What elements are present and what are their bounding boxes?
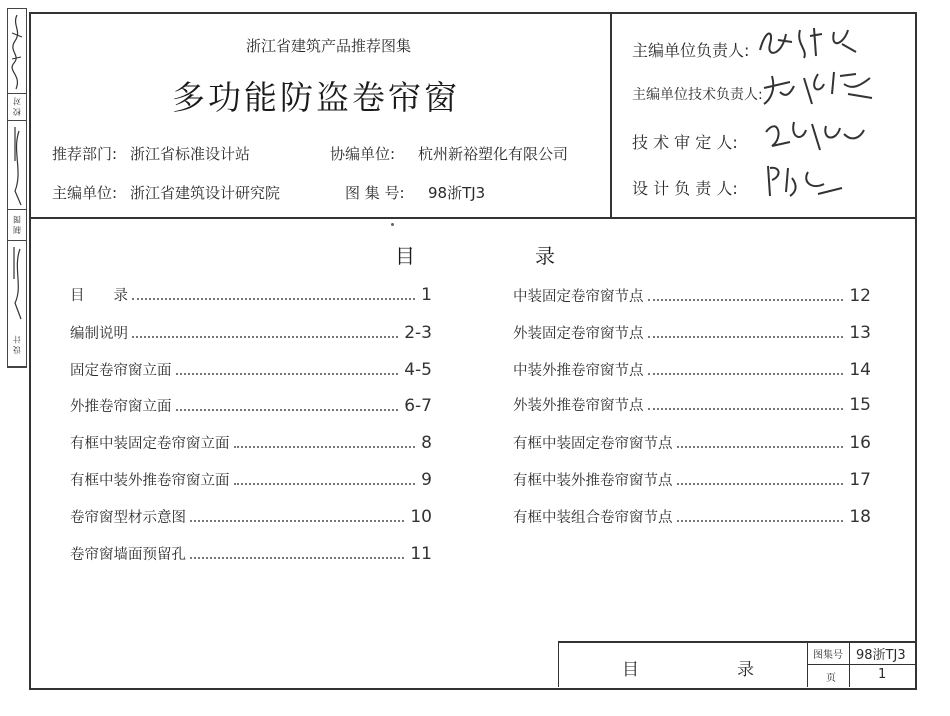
- toc-page: 14: [849, 360, 871, 380]
- toc-heading-right: 录: [535, 244, 555, 268]
- leader-dots: [176, 373, 399, 375]
- title-block-atlas-value: 98浙TJ3: [856, 648, 906, 663]
- toc-title: 固定卷帘窗立面: [70, 363, 172, 379]
- toc-row[interactable]: [513, 322, 871, 343]
- leader-dots: [234, 446, 416, 448]
- co-unit-value: 杭州新裕塑化有限公司: [418, 145, 569, 163]
- toc-row[interactable]: [513, 285, 871, 306]
- toc-page: 10: [410, 507, 432, 527]
- toc-row[interactable]: [70, 322, 432, 343]
- recommend-dept-value: 浙江省标准设计站: [130, 145, 251, 163]
- toc-row[interactable]: [70, 469, 432, 490]
- toc-page: 11: [410, 544, 432, 564]
- leader-dots: [648, 373, 844, 375]
- strip-label-drawing: 制 图: [8, 209, 26, 241]
- leader-dots: [677, 520, 844, 522]
- strip-signature-2: [9, 121, 25, 209]
- toc-page: 16: [849, 433, 871, 453]
- toc-page: 9: [421, 470, 432, 490]
- strip-signature-3: [9, 241, 25, 323]
- header-divider-horizontal: [29, 217, 915, 219]
- toc-page: 8: [421, 433, 432, 453]
- signature-label-review: 技 术 审 定 人:: [632, 133, 738, 152]
- chief-unit-value: 浙江省建筑设计研究院: [130, 184, 281, 202]
- title-block-row-line: [807, 664, 915, 665]
- toc-page: 4-5: [404, 360, 432, 380]
- page-title: 多功能防盗卷帘窗: [172, 78, 460, 117]
- co-unit-label: 协编单位:: [330, 145, 396, 163]
- toc-row[interactable]: [513, 469, 871, 490]
- strip-signature-1: [9, 11, 25, 93]
- toc-title: 有框中装外推卷帘窗立面: [70, 473, 230, 489]
- toc-page: 2-3: [404, 323, 432, 343]
- leader-dots: [677, 483, 844, 485]
- toc-row[interactable]: [70, 543, 432, 564]
- signature-chief-unit: [752, 20, 872, 64]
- atlas-no-value: 98浙TJ3: [428, 184, 486, 202]
- title-block-name-left: 目: [622, 660, 639, 680]
- toc-page: 17: [849, 470, 871, 490]
- chief-unit-label: 主编单位:: [52, 184, 118, 202]
- toc-row[interactable]: [513, 359, 871, 380]
- toc-heading-left: 目: [395, 244, 415, 268]
- toc-row[interactable]: [70, 395, 432, 416]
- header-divider-vertical: [610, 12, 612, 217]
- toc-row[interactable]: [513, 506, 871, 527]
- signature-design: [762, 158, 852, 202]
- toc-page: 15: [849, 395, 871, 415]
- signature-strip: [7, 8, 27, 368]
- toc-title: 有框中装组合卷帘窗节点: [513, 510, 673, 526]
- toc-page: 1: [421, 285, 432, 305]
- strip-label-check: 校 对: [8, 93, 26, 121]
- toc-page: 18: [849, 507, 871, 527]
- leader-dots: [648, 408, 844, 410]
- leader-dots: [648, 299, 844, 301]
- leader-dots: [190, 520, 404, 522]
- toc-title: 目 录: [70, 288, 128, 304]
- toc-title: 中装固定卷帘窗节点: [513, 289, 644, 305]
- toc-title: 卷帘窗墙面预留孔: [70, 547, 186, 563]
- toc-page: 13: [849, 323, 871, 343]
- toc-row[interactable]: [70, 506, 432, 527]
- speck: [391, 223, 394, 226]
- toc-title: 有框中装固定卷帘窗立面: [70, 436, 230, 452]
- toc-title: 外推卷帘窗立面: [70, 399, 172, 415]
- title-block-page-value: 1: [878, 667, 887, 682]
- signature-label-tech: 主编单位技术负责人:: [632, 87, 763, 103]
- signature-review: [760, 112, 870, 156]
- toc-title: 有框中装外推卷帘窗节点: [513, 473, 673, 489]
- recommend-dept-label: 推荐部门:: [52, 145, 118, 163]
- title-block-left-line: [558, 641, 559, 687]
- toc-row[interactable]: [513, 432, 871, 453]
- title-block-top-line: [558, 641, 915, 643]
- toc-title: 有框中装固定卷帘窗节点: [513, 436, 673, 452]
- toc-page: 12: [849, 286, 871, 306]
- leader-dots: [132, 298, 415, 300]
- title-block-page-label: 页: [826, 673, 836, 684]
- leader-dots: [234, 483, 416, 485]
- leader-dots: [190, 557, 404, 559]
- leader-dots: [176, 409, 399, 411]
- toc-row[interactable]: [513, 394, 871, 415]
- toc-title: 中装外推卷帘窗节点: [513, 363, 644, 379]
- toc-page: 6-7: [404, 396, 432, 416]
- strip-label-design: 设 计: [8, 323, 26, 367]
- toc-title: 编制说明: [70, 326, 128, 342]
- toc-row[interactable]: [70, 432, 432, 453]
- toc-row[interactable]: [70, 359, 432, 380]
- signature-tech: [760, 64, 880, 110]
- leader-dots: [648, 336, 844, 338]
- signature-label-chief-unit: 主编单位负责人:: [632, 41, 750, 60]
- toc-row[interactable]: [70, 284, 432, 305]
- signature-label-design: 设 计 负 责 人:: [632, 179, 738, 198]
- title-block-name-right: 录: [737, 660, 754, 680]
- collection-title: 浙江省建筑产品推荐图集: [246, 37, 412, 55]
- leader-dots: [132, 336, 398, 338]
- atlas-no-label: 图 集 号:: [345, 184, 405, 202]
- toc-title: 外装固定卷帘窗节点: [513, 326, 644, 342]
- title-block-atlas-label: 图集号: [813, 650, 843, 661]
- leader-dots: [677, 446, 844, 448]
- toc-title: 外装外推卷帘窗节点: [513, 398, 644, 414]
- toc-title: 卷帘窗型材示意图: [70, 510, 186, 526]
